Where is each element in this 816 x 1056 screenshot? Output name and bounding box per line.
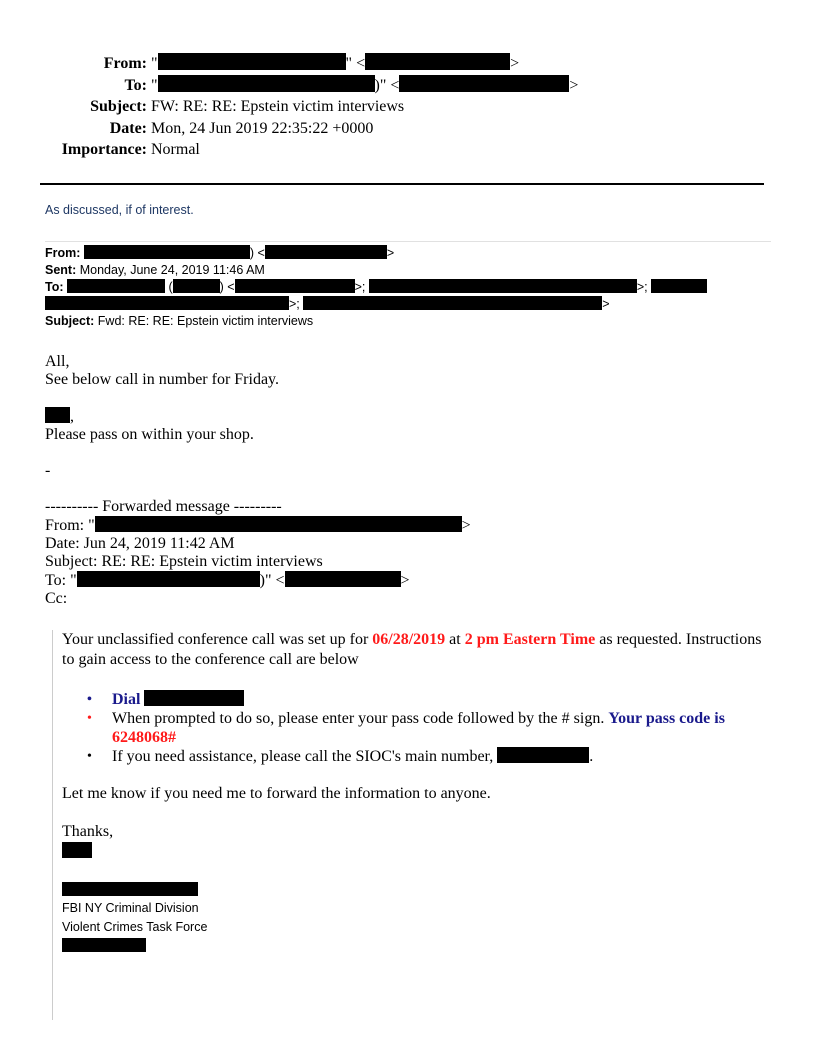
header-to-row xyxy=(40,75,760,97)
body-line-2: Please pass on within your shop. xyxy=(45,426,254,443)
quoted-paragraph-1 xyxy=(62,630,772,670)
redaction-block xyxy=(497,747,589,763)
instruction-list xyxy=(62,690,772,766)
fwd-to-line: To: " )" < > xyxy=(45,572,410,589)
redaction-block xyxy=(303,296,602,310)
header-from-value: " " < > xyxy=(151,55,520,72)
forward-header xyxy=(45,245,765,330)
redaction-block xyxy=(235,279,355,293)
name-line: , xyxy=(45,407,765,426)
fwd-cc-line: Cc: xyxy=(45,590,68,607)
dial-label: Dial xyxy=(112,691,141,708)
redaction-block xyxy=(45,296,289,310)
header-to-label: To: xyxy=(124,76,147,94)
call-date: 06/28/2019 xyxy=(372,631,446,648)
header-divider xyxy=(40,183,764,185)
redaction-block xyxy=(285,571,401,587)
header-from-label: From: xyxy=(103,55,147,72)
header-importance-value: Normal xyxy=(151,141,200,158)
call-time: 2 pm Eastern Time xyxy=(464,631,596,648)
forward-sent-line xyxy=(45,262,765,279)
intro-text: As discussed, if of interest. xyxy=(45,203,194,217)
forward-sent-value: Monday, June 24, 2019 11:46 AM xyxy=(79,263,265,277)
header-date-label: Date: xyxy=(109,119,147,137)
sender-name-redacted xyxy=(62,842,772,861)
signature-phone-redacted xyxy=(62,937,772,955)
passcode-instruction: When prompted to do so, please enter your pass code followed by the # sign. xyxy=(112,710,609,727)
quoted-text: as requested. Instructions to gain access to the conference call are below xyxy=(62,631,762,668)
redaction-block xyxy=(84,245,250,259)
forward-from-line: From: ) < > xyxy=(45,246,395,260)
quoted-text: at xyxy=(445,631,465,648)
signature-org: FBI NY Criminal Division xyxy=(62,901,199,915)
assistance-text: If you need assistance, please call the SIOC's main number, xyxy=(112,748,494,765)
instruction-passcode xyxy=(62,709,772,747)
fwd-date-line: Date: Jun 24, 2019 11:42 AM xyxy=(45,535,235,552)
forward-divider xyxy=(45,241,771,242)
forward-from-label: From: xyxy=(45,246,81,260)
header-date-value: Mon, 24 Jun 2019 22:35:22 +0000 xyxy=(151,119,374,137)
forward-subject-line xyxy=(45,313,765,330)
redaction-block xyxy=(62,938,146,952)
redaction-block xyxy=(365,53,510,70)
message-body xyxy=(45,353,765,608)
fwd-subject-line: Subject: RE: RE: Epstein victim interviews xyxy=(45,553,323,570)
signature xyxy=(62,881,772,955)
passcode-label: Your pass code is xyxy=(608,710,725,727)
fwd-from-label: From: " xyxy=(45,517,95,534)
spacer xyxy=(45,389,765,407)
signature-unit: Violent Crimes Task Force xyxy=(62,920,208,934)
redaction-block xyxy=(45,407,70,423)
dash-line: - xyxy=(45,462,51,479)
redaction-block xyxy=(158,53,346,70)
redaction-block xyxy=(77,571,260,587)
redaction-block xyxy=(399,75,569,92)
redaction-block xyxy=(265,245,387,259)
forward-subject-value: Fwd: RE: RE: Epstein victim interviews xyxy=(97,314,314,328)
redaction-block xyxy=(62,882,198,896)
spacer xyxy=(45,480,765,498)
body-line-1: See below call in number for Friday. xyxy=(45,371,280,388)
bullet-icon: • xyxy=(87,692,92,707)
forward-note: Let me know if you need me to forward the information to anyone. xyxy=(62,785,491,802)
signature-name-redacted xyxy=(62,881,772,899)
redaction-block xyxy=(62,842,92,858)
header-importance-label: Importance: xyxy=(61,141,147,158)
header-importance-row xyxy=(40,139,760,161)
redaction-block xyxy=(158,75,375,92)
header-subject-row xyxy=(40,96,760,118)
bullet-icon: • xyxy=(87,749,92,764)
instruction-dial xyxy=(62,690,772,709)
quoted-text: Your unclassified conference call was set up for xyxy=(62,631,373,648)
forwarded-marker: ---------- Forwarded message --------- xyxy=(45,498,282,515)
thanks-line: Thanks, xyxy=(62,823,114,840)
forward-to-line: To: ( ) < >; >; xyxy=(45,279,765,296)
forward-subject-label: Subject: xyxy=(45,314,95,328)
bullet-icon: • xyxy=(87,711,92,726)
redaction-block xyxy=(173,279,220,293)
passcode-value: 6248068# xyxy=(112,729,176,746)
header-from-row xyxy=(40,53,760,75)
forward-to-label: To: xyxy=(45,280,64,294)
forward-sent-label: Sent: xyxy=(45,263,77,277)
header-to-value: " )" < > xyxy=(151,76,579,94)
greeting: All, xyxy=(45,353,70,370)
header-subject-label: Subject: xyxy=(90,98,147,115)
quoted-message xyxy=(52,630,772,1020)
fwd-from-line: From: " > xyxy=(45,517,471,534)
redaction-block xyxy=(651,279,707,293)
redaction-block xyxy=(95,516,462,532)
redaction-block xyxy=(369,279,637,293)
redaction-block xyxy=(67,279,165,293)
spacer xyxy=(45,444,765,462)
redaction-block xyxy=(144,690,244,706)
fwd-to-label: To: " xyxy=(45,572,77,589)
instruction-assistance: • If you need assistance, please call the SIOC's main number, . xyxy=(87,748,594,765)
header-date-row xyxy=(40,118,760,140)
header-subject-value: FW: RE: RE: Epstein victim interviews xyxy=(151,98,405,115)
email-header xyxy=(40,53,760,161)
forward-to-line-cont: >; > xyxy=(45,296,765,313)
